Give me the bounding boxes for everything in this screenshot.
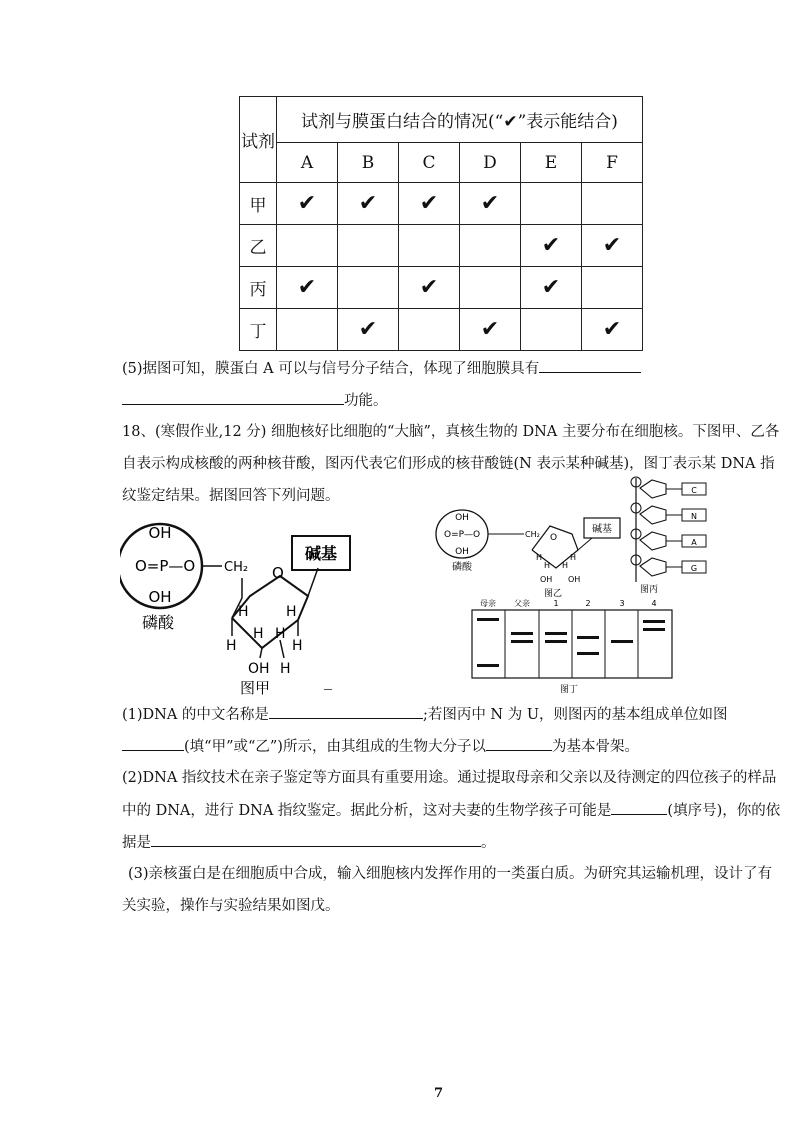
sugar-pentagon <box>640 532 666 550</box>
table-row <box>240 267 643 309</box>
gel-band <box>477 618 499 621</box>
row-label: 丁 <box>240 309 277 351</box>
table-cell <box>399 183 460 225</box>
table-cell <box>399 225 460 267</box>
table-cell <box>521 267 582 309</box>
table-cell <box>460 267 521 309</box>
sugar-pentagon <box>640 480 666 498</box>
lane-label: 2 <box>585 599 591 608</box>
q2-line3: 据是 。 <box>122 832 496 853</box>
binding-table <box>239 96 643 351</box>
table-cell <box>277 309 338 351</box>
svg-text:H: H <box>536 553 543 562</box>
header-reagent: 试剂 <box>240 97 277 183</box>
svg-text:O: O <box>550 533 558 543</box>
sugar-pentagon <box>640 506 666 524</box>
caption-yi: 图乙 <box>544 589 563 598</box>
svg-text:磷酸: 磷酸 <box>452 562 472 573</box>
column-header-d: D <box>460 143 521 183</box>
table-row <box>240 183 643 225</box>
sugar-pentagon <box>640 558 666 576</box>
check-icon: ✔ <box>297 275 317 300</box>
base-letter: G <box>690 564 698 573</box>
table-cell <box>582 267 643 309</box>
table-cell <box>460 183 521 225</box>
q5-line2: 功能。 <box>122 390 388 411</box>
check-icon: ✔ <box>541 275 561 300</box>
table-cell <box>399 309 460 351</box>
caption-ding: 图丁 <box>560 685 579 694</box>
q18-line1: 18、(寒假作业,12 分) 细胞核好比细胞的“大脑”，真核生物的 DNA 主要分布在细胞核。下图甲、乙各 <box>122 424 780 440</box>
phosphate-bond: O=P—O <box>135 557 196 575</box>
q5-blank-2 <box>122 390 344 405</box>
table-cell <box>277 267 338 309</box>
check-icon: ✔ <box>419 191 439 216</box>
svg-text:CH₂: CH₂ <box>525 530 540 539</box>
q5-blank-1 <box>539 358 641 373</box>
column-header-e: E <box>521 143 582 183</box>
table-cell <box>582 183 643 225</box>
column-header-b: B <box>338 143 399 183</box>
q2-blank-2 <box>151 832 481 847</box>
figure-ding <box>468 596 678 694</box>
check-icon: ✔ <box>480 191 500 216</box>
gel-band <box>643 620 665 623</box>
svg-text:H: H <box>280 661 291 677</box>
svg-text:H: H <box>570 553 577 562</box>
table-cell <box>521 309 582 351</box>
column-header-a: A <box>277 143 338 183</box>
table-cell <box>582 225 643 267</box>
gel-band <box>545 632 567 635</box>
check-icon: ✔ <box>419 275 439 300</box>
table-row <box>240 309 643 351</box>
svg-text:OH: OH <box>540 575 553 584</box>
gel-band <box>577 636 599 639</box>
q2-line2: 中的 DNA，进行 DNA 指纹鉴定。据此分析，这对夫妻的生物学孩子可能是 (填序号)，你的依 <box>122 800 780 821</box>
phosphate-label: 磷酸 <box>141 613 175 632</box>
check-icon: ✔ <box>358 191 378 216</box>
table-row <box>240 225 643 267</box>
caption-jia: 图甲 <box>240 679 271 697</box>
figure-bing <box>618 470 718 596</box>
figure-yi <box>432 506 622 598</box>
h-left: H <box>226 638 237 654</box>
table-cell <box>277 183 338 225</box>
lane-label: 父亲 <box>514 599 530 608</box>
gel-band <box>477 664 499 667</box>
base-letter: A <box>691 538 697 547</box>
check-icon: ✔ <box>297 191 317 216</box>
q1-blank-1 <box>269 704 423 719</box>
row-label: 丙 <box>240 267 277 309</box>
column-header-c: C <box>399 143 460 183</box>
svg-text:OH: OH <box>568 575 581 584</box>
q1-line2: (填“甲”或“乙”)所示，由其组成的生物大分子以 为基本骨架。 <box>122 736 639 757</box>
table-cell <box>521 183 582 225</box>
table-cell <box>338 309 399 351</box>
svg-text:H: H <box>544 561 551 570</box>
q2-line1: (2)DNA 指纹技术在亲子鉴定等方面具有重要用途。通过提取母亲和父亲以及待测定的四位孩子的样品 <box>122 770 777 786</box>
lane-label: 3 <box>619 599 625 608</box>
table-cell <box>521 225 582 267</box>
gel-band <box>545 640 567 643</box>
ch2-label: CH₂ <box>224 560 249 575</box>
table-cell <box>338 183 399 225</box>
row-label: 甲 <box>240 183 277 225</box>
svg-text:O=P—O: O=P—O <box>444 530 481 540</box>
svg-text:OH: OH <box>455 547 469 557</box>
lane-label: 4 <box>651 599 657 608</box>
gel-band <box>511 632 533 635</box>
table-cell <box>582 309 643 351</box>
check-icon: ✔ <box>358 317 378 342</box>
page-number: 7 <box>434 1086 444 1101</box>
figure-jia <box>120 508 360 698</box>
svg-text:H: H <box>286 604 297 620</box>
base-label: 碱基 <box>304 544 338 563</box>
svg-text:H: H <box>275 626 286 642</box>
gel-band <box>643 628 665 631</box>
check-icon: ✔ <box>602 233 622 258</box>
ring-oxygen: O <box>272 564 284 582</box>
q1-blank-3 <box>486 736 552 751</box>
base-letter: C <box>691 486 697 495</box>
lane-label: 母亲 <box>480 599 496 608</box>
oh-top: OH <box>148 524 172 542</box>
table-cell <box>338 267 399 309</box>
check-icon: ✔ <box>541 233 561 258</box>
caption-bing: 图丙 <box>640 585 659 595</box>
column-header-f: F <box>582 143 643 183</box>
svg-text:H: H <box>562 561 569 570</box>
q18-line3: 纹鉴定结果。据图回答下列问题。 <box>122 488 340 504</box>
gel-band <box>611 640 633 643</box>
q2-blank-1 <box>611 800 667 815</box>
q1-line1: (1)DNA 的中文名称是 ;若图丙中 N 为 U，则图丙的基本组成单位如图 <box>122 704 728 725</box>
svg-text:H: H <box>238 604 249 620</box>
oh-bottom: OH <box>148 588 172 606</box>
svg-text:H: H <box>253 626 264 642</box>
q1-blank-2 <box>122 736 184 751</box>
svg-text:OH: OH <box>455 513 469 523</box>
header-title: 试剂与膜蛋白结合的情况(“✔”表示能结合) <box>277 97 643 143</box>
q5-line1: (5)据图可知，膜蛋白 A 可以与信号分子结合，体现了细胞膜具有 <box>122 358 641 379</box>
table-cell <box>460 225 521 267</box>
check-icon: ✔ <box>480 317 500 342</box>
check-icon: ✔ <box>602 317 622 342</box>
h-right: H <box>292 638 303 654</box>
table-cell <box>338 225 399 267</box>
lane-label: 1 <box>553 599 559 608</box>
q3-line1: (3)亲核蛋白是在细胞质中合成，输入细胞核内发挥作用的一类蛋白质。为研究其运输机理，设计了有 <box>128 866 773 882</box>
gel-band <box>577 652 599 655</box>
oh-label: OH <box>248 661 270 677</box>
q18-line2: 自表示构成核酸的两种核苷酸，图丙代表它们形成的核苷酸链(N 表示某种碱基)，图丁表示某 DNA 指 <box>122 456 775 472</box>
gel-band <box>511 640 533 643</box>
base-letter: N <box>691 512 697 521</box>
row-label: 乙 <box>240 225 277 267</box>
table-cell <box>277 225 338 267</box>
table-cell <box>460 309 521 351</box>
table-cell <box>399 267 460 309</box>
svg-text:碱基: 碱基 <box>592 524 612 535</box>
q3-line2: 关实验，操作与实验结果如图戊。 <box>122 898 340 914</box>
